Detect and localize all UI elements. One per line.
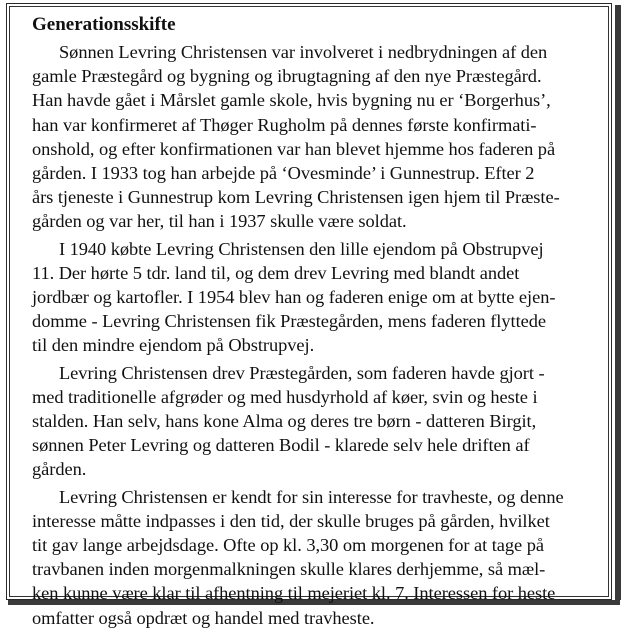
text-line: gården og var her, til han i 1937 skulle være soldat. (32, 211, 407, 232)
text-line: han var konfirmeret af Thøger Rugholm på dennes første konfirmati- (32, 114, 537, 135)
text-line: 11. Der hørte 5 tdr. land til, og dem drev Levring med blandt andet (32, 262, 520, 283)
text-line: jordbær og kartofler. I 1954 blev han og faderen enige om at bytte ejen- (32, 287, 556, 308)
paragraph-3 (32, 361, 600, 482)
text-line: med traditionelle afgrøder og med husdyrhold af køer, svin og heste i (32, 386, 538, 407)
text-line: domme - Levring Christensen fik Præstegården, mens faderen flyttede (32, 311, 546, 332)
text-line: interesse måtte indpasses i den tid, der skulle bruges på gården, hvilket (32, 510, 550, 531)
text-line: til den mindre ejendom på Obstrupvej. (32, 335, 315, 356)
document-title: Generationsskifte (32, 14, 176, 35)
paragraph-1 (32, 40, 600, 234)
text-line: års tjeneste i Gunnestrup kom Levring Christensen igen hjem til Præste- (32, 187, 560, 208)
text-line: gården. (32, 459, 87, 480)
frame-shadow-right (615, 5, 621, 600)
text-line: sønnen Peter Levring og datteren Bodil - klarede selv hele driften af (32, 435, 530, 456)
paragraph-2 (32, 237, 600, 358)
text-line: stalden. Han selv, hans kone Alma og deres tre børn - datteren Birgit, (32, 411, 537, 432)
text-line: ken kunne være klar til afhentning til mejeriet kl. 7. Interessen for heste (32, 583, 556, 604)
text-line: Levring Christensen er kendt for sin interesse for travheste, og denne (59, 486, 564, 507)
text-line: onshold, og efter konfirmationen var han blevet hjemme hos faderen på (32, 138, 556, 159)
text-line: gården. I 1933 tog han arbejde på ‘Ovesminde’ i Gunnestrup. Efter 2 (32, 163, 535, 184)
text-line: gamle Præstegård og bygning og ibrugtagning af den nye Præstegård. (32, 66, 542, 87)
text-line: omfatter også opdræt og handel med travheste. (32, 607, 375, 628)
text-line: travbanen inden morgenmalkningen skulle klares derhjemme, så mæl- (32, 559, 546, 580)
text-line: tit gav lange arbejdsdage. Ofte op kl. 3,30 om morgenen for at tage på (32, 535, 544, 556)
text-line: I 1940 købte Levring Christensen den lille ejendom på Obstrupvej (59, 238, 544, 259)
paragraph-4 (32, 485, 600, 630)
text-line: Han havde gået i Mårslet gamle skole, hvis bygning nu er ‘Borgerhus’, (32, 90, 551, 111)
document-body (32, 14, 600, 630)
text-line: Sønnen Levring Christensen var involveret i nedbrydningen af den (59, 42, 548, 62)
text-line: Levring Christensen drev Præstegården, som faderen havde gjort - (59, 362, 545, 383)
